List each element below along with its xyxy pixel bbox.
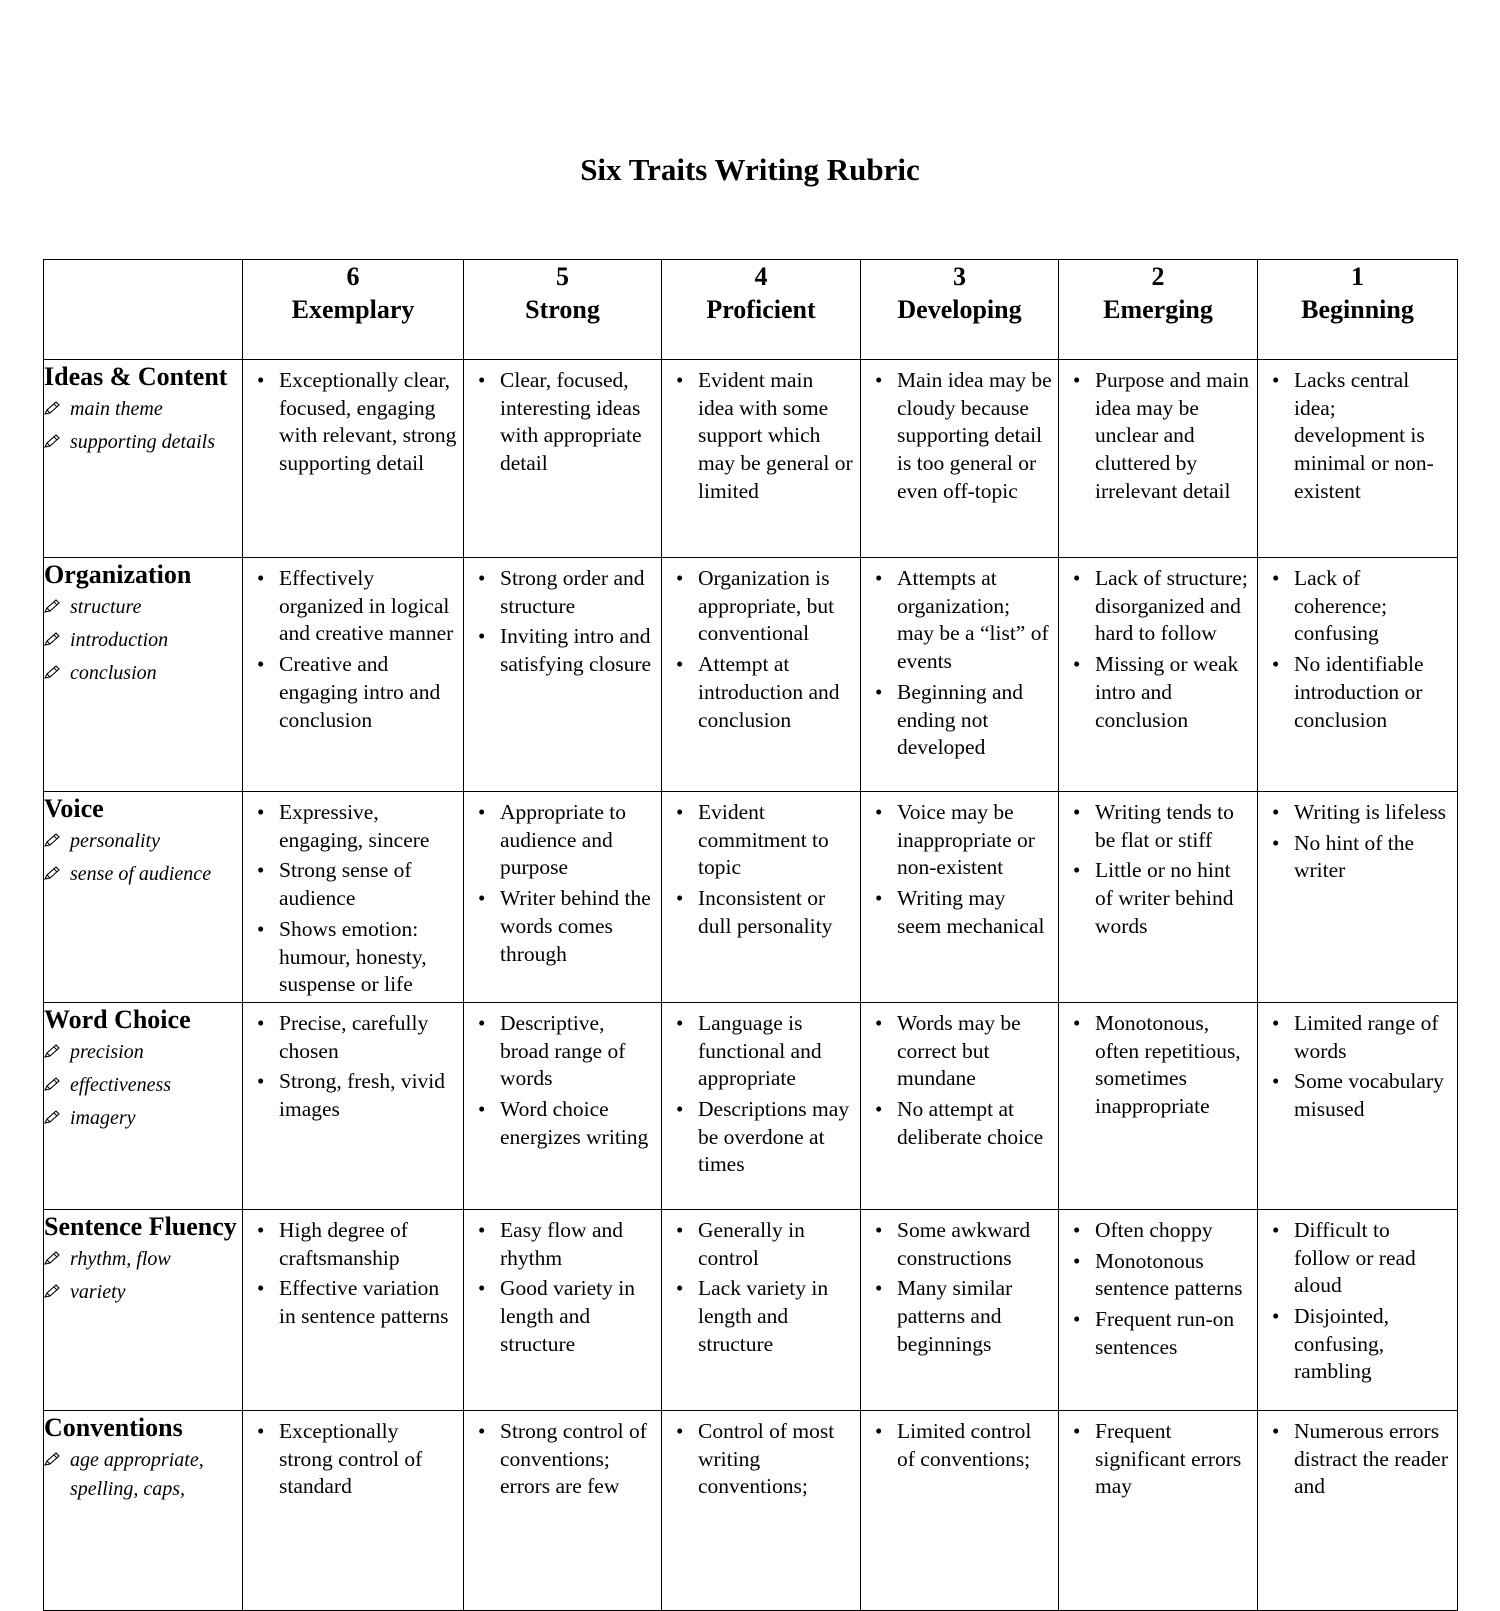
descriptor-cell bbox=[464, 1410, 662, 1610]
pencil-icon bbox=[44, 1278, 70, 1309]
trait-subitem bbox=[44, 1278, 242, 1309]
trait-name: Conventions bbox=[44, 1412, 183, 1442]
descriptor-bullet: • No attempt at deliberate choice bbox=[875, 1096, 1052, 1151]
descriptor-bullet: • Lacks central idea; development is minimal or non-existent bbox=[1272, 367, 1451, 506]
descriptor-list bbox=[243, 1411, 463, 1501]
trait-subitem bbox=[44, 1071, 242, 1102]
trait-cell bbox=[44, 1002, 243, 1209]
pencil-icon bbox=[44, 1038, 70, 1069]
descriptor-list bbox=[243, 360, 463, 478]
trait-cell bbox=[44, 558, 243, 792]
level-label: Exemplary bbox=[291, 295, 415, 324]
descriptor-cell bbox=[1059, 792, 1258, 1003]
trait-subitem bbox=[44, 1038, 242, 1069]
descriptor-cell bbox=[662, 1209, 861, 1410]
descriptor-cell bbox=[861, 1410, 1059, 1610]
descriptor-bullet: • Difficult to follow or read aloud bbox=[1272, 1217, 1451, 1300]
descriptor-list bbox=[464, 1411, 661, 1501]
descriptor-list bbox=[464, 792, 661, 968]
pencil-icon bbox=[44, 395, 70, 426]
descriptor-list bbox=[243, 558, 463, 734]
header-row bbox=[44, 260, 1458, 360]
descriptor-list bbox=[1258, 1210, 1457, 1386]
descriptor-list bbox=[861, 1411, 1058, 1473]
pencil-icon bbox=[44, 659, 70, 690]
level-header bbox=[1059, 260, 1258, 360]
descriptor-bullet: • Writing may seem mechanical bbox=[875, 885, 1052, 940]
descriptor-list bbox=[662, 558, 860, 734]
descriptor-cell bbox=[662, 360, 861, 558]
descriptor-bullet: • Strong sense of audience bbox=[257, 857, 457, 912]
corner-cell bbox=[44, 260, 243, 360]
descriptor-bullet: • Often choppy bbox=[1073, 1217, 1251, 1245]
descriptor-bullet: • Inviting intro and satisfying closure bbox=[478, 623, 655, 678]
level-score: 2 bbox=[1151, 262, 1165, 291]
trait-subitem-label: main theme bbox=[70, 398, 163, 420]
descriptor-list bbox=[861, 360, 1058, 506]
descriptor-cell bbox=[243, 360, 464, 558]
descriptor-cell bbox=[243, 558, 464, 792]
trait-subitem bbox=[44, 1446, 242, 1504]
descriptor-list bbox=[1059, 558, 1257, 734]
descriptor-bullet: • Language is functional and appropriate bbox=[676, 1010, 854, 1093]
trait-subitem-label: precision bbox=[70, 1040, 144, 1063]
trait-subitem bbox=[44, 428, 242, 459]
descriptor-cell bbox=[464, 1002, 662, 1209]
pencil-icon bbox=[44, 1446, 70, 1477]
pencil-icon bbox=[44, 626, 70, 657]
trait-subitem bbox=[44, 659, 242, 690]
descriptor-bullet: • Limited control of conventions; bbox=[875, 1418, 1052, 1473]
descriptor-bullet: • Evident main idea with some support which may be general or limited bbox=[676, 367, 854, 506]
pencil-icon bbox=[44, 1245, 70, 1276]
trait-subitem-label: rhythm, flow bbox=[70, 1247, 171, 1270]
descriptor-list bbox=[1258, 1003, 1457, 1124]
descriptor-list bbox=[1059, 360, 1257, 506]
page-title: Six Traits Writing Rubric bbox=[580, 152, 920, 187]
descriptor-cell bbox=[243, 1209, 464, 1410]
descriptor-cell bbox=[662, 558, 861, 792]
descriptor-bullet: • Clear, focused, interesting ideas with appropriate detail bbox=[478, 367, 655, 478]
trait-subitem-label: sense of audience bbox=[70, 863, 212, 885]
descriptor-cell bbox=[1258, 1410, 1458, 1610]
descriptor-bullet: • Appropriate to audience and purpose bbox=[478, 799, 655, 882]
descriptor-bullet: • Exceptionally clear, focused, engaging with relevant, strong supporting detail bbox=[257, 367, 457, 478]
rubric-table bbox=[43, 259, 1458, 1611]
descriptor-cell bbox=[1258, 792, 1458, 1003]
trait-row bbox=[44, 1209, 1458, 1410]
trait-subitem-label: age appropriate, spelling, caps, bbox=[70, 1448, 204, 1500]
descriptor-list bbox=[1059, 1411, 1257, 1501]
descriptor-bullet: • Little or no hint of writer behind words bbox=[1073, 857, 1251, 940]
level-label: Proficient bbox=[706, 295, 816, 324]
trait-subitem bbox=[44, 827, 242, 858]
descriptor-bullet: • Numerous errors distract the reader and bbox=[1272, 1418, 1451, 1501]
descriptor-list bbox=[662, 1411, 860, 1501]
descriptor-bullet: • Frequent significant errors may bbox=[1073, 1418, 1251, 1501]
descriptor-cell bbox=[662, 1410, 861, 1610]
descriptor-cell bbox=[1258, 1209, 1458, 1410]
trait-subitem-label: structure bbox=[70, 596, 142, 618]
trait-name: Ideas & Content bbox=[44, 362, 228, 391]
descriptor-list bbox=[662, 360, 860, 506]
descriptor-cell bbox=[1059, 1410, 1258, 1610]
descriptor-cell bbox=[464, 1209, 662, 1410]
descriptor-cell bbox=[243, 1002, 464, 1209]
trait-subitem bbox=[44, 1245, 242, 1276]
descriptor-list bbox=[861, 1210, 1058, 1359]
descriptor-bullet: • Generally in control bbox=[676, 1217, 854, 1272]
descriptor-list bbox=[662, 792, 860, 941]
pencil-icon bbox=[44, 860, 70, 891]
descriptor-bullet: • Writer behind the words comes through bbox=[478, 885, 655, 968]
descriptor-list bbox=[1059, 1210, 1257, 1362]
descriptor-cell bbox=[861, 792, 1059, 1003]
descriptor-bullet: • Strong control of conventions; errors are few bbox=[478, 1418, 655, 1501]
descriptor-cell bbox=[861, 360, 1059, 558]
descriptor-bullet: • Effectively organized in logical and creative manner bbox=[257, 565, 457, 648]
descriptor-list bbox=[464, 558, 661, 679]
pencil-icon bbox=[44, 428, 70, 459]
level-score: 5 bbox=[556, 262, 569, 291]
descriptor-cell bbox=[861, 1002, 1059, 1209]
descriptor-bullet: • Limited range of words bbox=[1272, 1010, 1451, 1065]
descriptor-bullet: • Writing is lifeless bbox=[1272, 799, 1451, 827]
descriptor-cell bbox=[662, 1002, 861, 1209]
descriptor-bullet: • Descriptive, broad range of words bbox=[478, 1010, 655, 1093]
descriptor-bullet: • Missing or weak intro and conclusion bbox=[1073, 651, 1251, 734]
level-header bbox=[243, 260, 464, 360]
descriptor-bullet: • No identifiable introduction or conclusion bbox=[1272, 651, 1451, 734]
descriptor-cell bbox=[243, 1410, 464, 1610]
descriptor-list bbox=[861, 792, 1058, 941]
descriptor-bullet: • Control of most writing conventions; bbox=[676, 1418, 854, 1501]
descriptor-cell bbox=[861, 558, 1059, 792]
descriptor-list bbox=[1059, 1003, 1257, 1121]
descriptor-bullet: • Good variety in length and structure bbox=[478, 1275, 655, 1358]
descriptor-bullet: • Writing tends to be flat or stiff bbox=[1073, 799, 1251, 854]
descriptor-bullet: • Voice may be inappropriate or non-existent bbox=[875, 799, 1052, 882]
descriptor-cell bbox=[464, 792, 662, 1003]
level-header bbox=[1258, 260, 1458, 360]
descriptor-bullet: • Some awkward constructions bbox=[875, 1217, 1052, 1272]
descriptor-bullet: • Disjointed, confusing, rambling bbox=[1272, 1303, 1451, 1386]
descriptor-bullet: • Monotonous sentence patterns bbox=[1073, 1248, 1251, 1303]
trait-row bbox=[44, 360, 1458, 558]
level-label: Emerging bbox=[1103, 295, 1213, 324]
descriptor-cell bbox=[1258, 1002, 1458, 1209]
descriptor-bullet: • Effective variation in sentence patterns bbox=[257, 1275, 457, 1330]
descriptor-bullet: • High degree of craftsmanship bbox=[257, 1217, 457, 1272]
descriptor-list bbox=[662, 1210, 860, 1359]
descriptor-bullet: • Many similar patterns and beginnings bbox=[875, 1275, 1052, 1358]
descriptor-list bbox=[662, 1003, 860, 1179]
trait-subitem bbox=[44, 626, 242, 657]
trait-name: Word Choice bbox=[44, 1004, 191, 1034]
descriptor-cell bbox=[662, 792, 861, 1003]
pencil-icon bbox=[44, 827, 70, 858]
descriptor-list bbox=[243, 1210, 463, 1331]
descriptor-list bbox=[464, 360, 661, 478]
level-score: 3 bbox=[953, 262, 966, 291]
trait-name: Sentence Fluency bbox=[44, 1211, 237, 1241]
trait-row bbox=[44, 1002, 1458, 1209]
descriptor-cell bbox=[1059, 1002, 1258, 1209]
descriptor-cell bbox=[1258, 360, 1458, 558]
trait-subitem-label: effectiveness bbox=[70, 1073, 172, 1096]
trait-subitem bbox=[44, 860, 242, 891]
pencil-icon bbox=[44, 593, 70, 624]
descriptor-bullet: • Words may be correct but mundane bbox=[875, 1010, 1052, 1093]
descriptor-bullet: • Shows emotion: humour, honesty, suspense or life bbox=[257, 916, 457, 999]
descriptor-bullet: • No hint of the writer bbox=[1272, 830, 1451, 885]
descriptor-bullet: • Easy flow and rhythm bbox=[478, 1217, 655, 1272]
descriptor-list bbox=[1258, 1411, 1457, 1501]
trait-cell bbox=[44, 360, 243, 558]
trait-subitem bbox=[44, 1104, 242, 1135]
pencil-icon bbox=[44, 1104, 70, 1135]
descriptor-bullet: • Strong, fresh, vivid images bbox=[257, 1068, 457, 1123]
level-header bbox=[464, 260, 662, 360]
descriptor-bullet: • Strong order and structure bbox=[478, 565, 655, 620]
descriptor-cell bbox=[861, 1209, 1059, 1410]
level-score: 6 bbox=[346, 262, 360, 291]
descriptor-bullet: • Descriptions may be overdone at times bbox=[676, 1096, 854, 1179]
descriptor-cell bbox=[243, 792, 464, 1003]
descriptor-list bbox=[1258, 558, 1457, 734]
descriptor-bullet: • Attempts at organization; may be a “list” of events bbox=[875, 565, 1052, 676]
descriptor-bullet: • Inconsistent or dull personality bbox=[676, 885, 854, 940]
descriptor-cell bbox=[1258, 558, 1458, 792]
descriptor-bullet: • Evident commitment to topic bbox=[676, 799, 854, 882]
descriptor-list bbox=[1258, 360, 1457, 506]
descriptor-bullet: • Purpose and main idea may be unclear and cluttered by irrelevant detail bbox=[1073, 367, 1251, 506]
descriptor-bullet: • Frequent run-on sentences bbox=[1073, 1306, 1251, 1361]
level-header bbox=[662, 260, 861, 360]
descriptor-bullet: • Monotonous, often repetitious, sometimes inappropriate bbox=[1073, 1010, 1251, 1121]
descriptor-cell bbox=[1059, 558, 1258, 792]
trait-subitem-label: introduction bbox=[70, 629, 169, 651]
descriptor-list bbox=[464, 1210, 661, 1359]
trait-subitem-label: supporting details bbox=[70, 431, 216, 453]
descriptor-list bbox=[861, 558, 1058, 762]
trait-subitem-label: personality bbox=[70, 830, 160, 852]
descriptor-bullet: • Precise, carefully chosen bbox=[257, 1010, 457, 1065]
descriptor-bullet: • Main idea may be cloudy because supporting detail is too general or even off-topic bbox=[875, 367, 1052, 506]
descriptor-bullet: • Exceptionally strong control of standard bbox=[257, 1418, 457, 1501]
trait-cell bbox=[44, 792, 243, 1003]
trait-subitem bbox=[44, 395, 242, 426]
descriptor-bullet: • Word choice energizes writing bbox=[478, 1096, 655, 1151]
descriptor-bullet: • Attempt at introduction and conclusion bbox=[676, 651, 854, 734]
trait-row bbox=[44, 792, 1458, 1003]
descriptor-bullet: • Beginning and ending not developed bbox=[875, 679, 1052, 762]
descriptor-cell bbox=[464, 558, 662, 792]
level-label: Beginning bbox=[1301, 295, 1414, 324]
descriptor-list bbox=[861, 1003, 1058, 1152]
level-score: 4 bbox=[754, 262, 768, 291]
descriptor-bullet: • Organization is appropriate, but conventional bbox=[676, 565, 854, 648]
level-score: 1 bbox=[1351, 262, 1364, 291]
descriptor-list bbox=[1059, 792, 1257, 941]
descriptor-list bbox=[464, 1003, 661, 1152]
descriptor-cell bbox=[464, 360, 662, 558]
trait-row bbox=[44, 558, 1458, 792]
level-label: Strong bbox=[525, 295, 600, 324]
trait-subitem-label: conclusion bbox=[70, 662, 157, 684]
level-header bbox=[861, 260, 1059, 360]
descriptor-bullet: • Lack of structure; disorganized and hard to follow bbox=[1073, 565, 1251, 648]
descriptor-bullet: • Some vocabulary misused bbox=[1272, 1068, 1451, 1123]
descriptor-cell bbox=[1059, 360, 1258, 558]
descriptor-list bbox=[243, 792, 463, 999]
trait-row bbox=[44, 1410, 1458, 1610]
trait-cell bbox=[44, 1410, 243, 1610]
trait-name: Organization bbox=[44, 560, 192, 589]
trait-subitem bbox=[44, 593, 242, 624]
descriptor-bullet: • Creative and engaging intro and conclusion bbox=[257, 651, 457, 734]
pencil-icon bbox=[44, 1071, 70, 1102]
descriptor-bullet: • Lack variety in length and structure bbox=[676, 1275, 854, 1358]
descriptor-bullet: • Expressive, engaging, sincere bbox=[257, 799, 457, 854]
trait-subitem-label: imagery bbox=[70, 1106, 136, 1129]
trait-name: Voice bbox=[44, 794, 104, 823]
descriptor-list bbox=[1258, 792, 1457, 885]
trait-cell bbox=[44, 1209, 243, 1410]
descriptor-bullet: • Lack of coherence; confusing bbox=[1272, 565, 1451, 648]
level-label: Developing bbox=[897, 295, 1022, 324]
descriptor-cell bbox=[1059, 1209, 1258, 1410]
trait-subitem-label: variety bbox=[70, 1280, 126, 1303]
descriptor-list bbox=[243, 1003, 463, 1124]
